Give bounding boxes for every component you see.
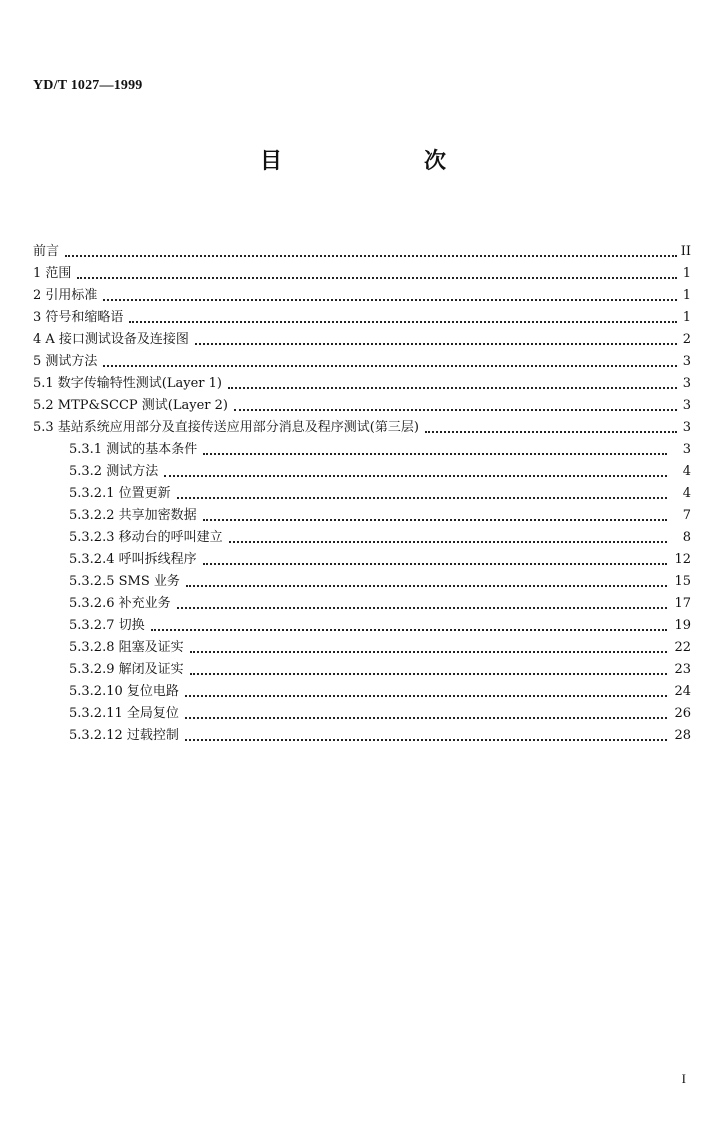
toc-entry-page: 28	[674, 728, 691, 743]
toc-entry[interactable]	[33, 681, 691, 703]
toc-entry-page: 17	[674, 596, 691, 611]
toc-entry-label: 4 A 接口测试设备及连接图	[33, 332, 189, 347]
toc-entry-page: 3	[682, 376, 691, 391]
toc-entry-label: 5.3.2.5 SMS 业务	[69, 574, 180, 589]
toc-entry-label: 5 测试方法	[33, 354, 98, 369]
toc-entry-label: 5.3 基站系统应用部分及直接传送应用部分消息及程序测试(第三层)	[33, 420, 419, 435]
toc-entry-label: 5.3.2.1 位置更新	[69, 486, 171, 501]
toc-leader-dots	[177, 606, 667, 609]
toc-entry[interactable]	[33, 417, 691, 439]
page-number: I	[681, 1071, 686, 1086]
toc-entry-label: 2 引用标准	[33, 288, 98, 303]
toc-entry-label: 5.2 MTP&SCCP 测试(Layer 2)	[33, 398, 228, 413]
toc-leader-dots	[185, 694, 667, 697]
toc-entry-page: 22	[674, 640, 691, 655]
toc-entry-page: 8	[682, 530, 691, 545]
toc-leader-dots	[203, 452, 667, 455]
toc-leader-dots	[425, 430, 677, 433]
toc-leader-dots	[185, 716, 667, 719]
toc-leader-dots	[203, 562, 667, 565]
toc-entry[interactable]	[33, 505, 691, 527]
toc-leader-dots	[228, 386, 677, 389]
toc-leader-dots	[185, 738, 667, 741]
toc-leader-dots	[151, 628, 667, 631]
toc-entry-label: 5.3.1 测试的基本条件	[69, 442, 198, 457]
toc-entry-label: 5.3.2.9 解闭及证实	[69, 662, 184, 677]
toc-entry[interactable]	[33, 307, 691, 329]
toc-entry-page: 3	[682, 420, 691, 435]
toc-leader-dots	[203, 518, 667, 521]
toc-entry-page: 12	[674, 552, 691, 567]
toc-entry-page: 3	[682, 398, 691, 413]
toc-entry-page: 4	[682, 486, 691, 501]
toc-leader-dots	[77, 276, 677, 279]
toc-entry[interactable]	[33, 285, 691, 307]
toc-leader-dots	[65, 254, 677, 257]
toc-entry-page: 1	[682, 310, 691, 325]
toc-entry-label: 5.3.2.10 复位电路	[69, 684, 179, 699]
table-of-contents	[33, 241, 691, 747]
toc-entry[interactable]	[33, 725, 691, 747]
toc-entry-page: 1	[682, 288, 691, 303]
toc-entry-page: 2	[682, 332, 691, 347]
toc-entry-label: 5.3.2.4 呼叫拆线程序	[69, 552, 197, 567]
toc-entry-label: 前言	[33, 244, 60, 259]
toc-entry[interactable]	[33, 615, 691, 637]
toc-entry[interactable]	[33, 527, 691, 549]
toc-entry-label: 5.3.2.8 阻塞及证实	[69, 640, 184, 655]
toc-entry-label: 5.3.2.7 切换	[69, 618, 145, 633]
toc-entry[interactable]	[33, 461, 691, 483]
toc-entry[interactable]	[33, 549, 691, 571]
toc-entry-label: 5.1 数字传输特性测试(Layer 1)	[33, 376, 222, 391]
toc-entry[interactable]	[33, 571, 691, 593]
toc-entry-label: 3 符号和缩略语	[33, 310, 124, 325]
toc-leader-dots	[190, 672, 667, 675]
document-code: YD/T 1027—1999	[33, 78, 143, 93]
toc-leader-dots	[229, 540, 667, 543]
toc-entry-label: 5.3.2 测试方法	[69, 464, 159, 479]
toc-entry-page: 23	[674, 662, 691, 677]
toc-entry[interactable]	[33, 637, 691, 659]
toc-entry[interactable]	[33, 263, 691, 285]
toc-entry-page: 15	[674, 574, 691, 589]
toc-entry-page: 26	[674, 706, 691, 721]
toc-entry[interactable]	[33, 593, 691, 615]
toc-entry[interactable]	[33, 329, 691, 351]
toc-entry[interactable]	[33, 439, 691, 461]
toc-entry-page: 3	[682, 354, 691, 369]
toc-leader-dots	[195, 342, 677, 345]
toc-leader-dots	[234, 408, 677, 411]
toc-leader-dots	[103, 364, 677, 367]
toc-leader-dots	[164, 474, 667, 477]
toc-entry-label: 5.3.2.12 过载控制	[69, 728, 179, 743]
toc-entry-page: 3	[682, 442, 691, 457]
toc-entry[interactable]	[33, 659, 691, 681]
toc-entry[interactable]	[33, 395, 691, 417]
toc-entry[interactable]	[33, 241, 691, 263]
toc-entry-label: 1 范围	[33, 266, 72, 281]
toc-leader-dots	[190, 650, 667, 653]
toc-leader-dots	[186, 584, 667, 587]
toc-entry-page: II	[680, 244, 691, 259]
toc-entry-label: 5.3.2.11 全局复位	[69, 706, 179, 721]
toc-entry[interactable]	[33, 373, 691, 395]
toc-leader-dots	[103, 298, 677, 301]
toc-entry-page: 4	[682, 464, 691, 479]
toc-entry-label: 5.3.2.6 补充业务	[69, 596, 171, 611]
toc-entry-page: 19	[674, 618, 691, 633]
toc-entry-page: 24	[674, 684, 691, 699]
toc-entry[interactable]	[33, 483, 691, 505]
toc-leader-dots	[129, 320, 677, 323]
page-title	[0, 144, 726, 175]
toc-entry-label: 5.3.2.3 移动台的呼叫建立	[69, 530, 223, 545]
toc-leader-dots	[177, 496, 667, 499]
toc-entry-label: 5.3.2.2 共享加密数据	[69, 508, 197, 523]
toc-entry-page: 7	[682, 508, 691, 523]
toc-entry[interactable]	[33, 351, 691, 373]
page-title-text: 目 次	[259, 148, 506, 174]
toc-entry[interactable]	[33, 703, 691, 725]
toc-entry-page: 1	[682, 266, 691, 281]
